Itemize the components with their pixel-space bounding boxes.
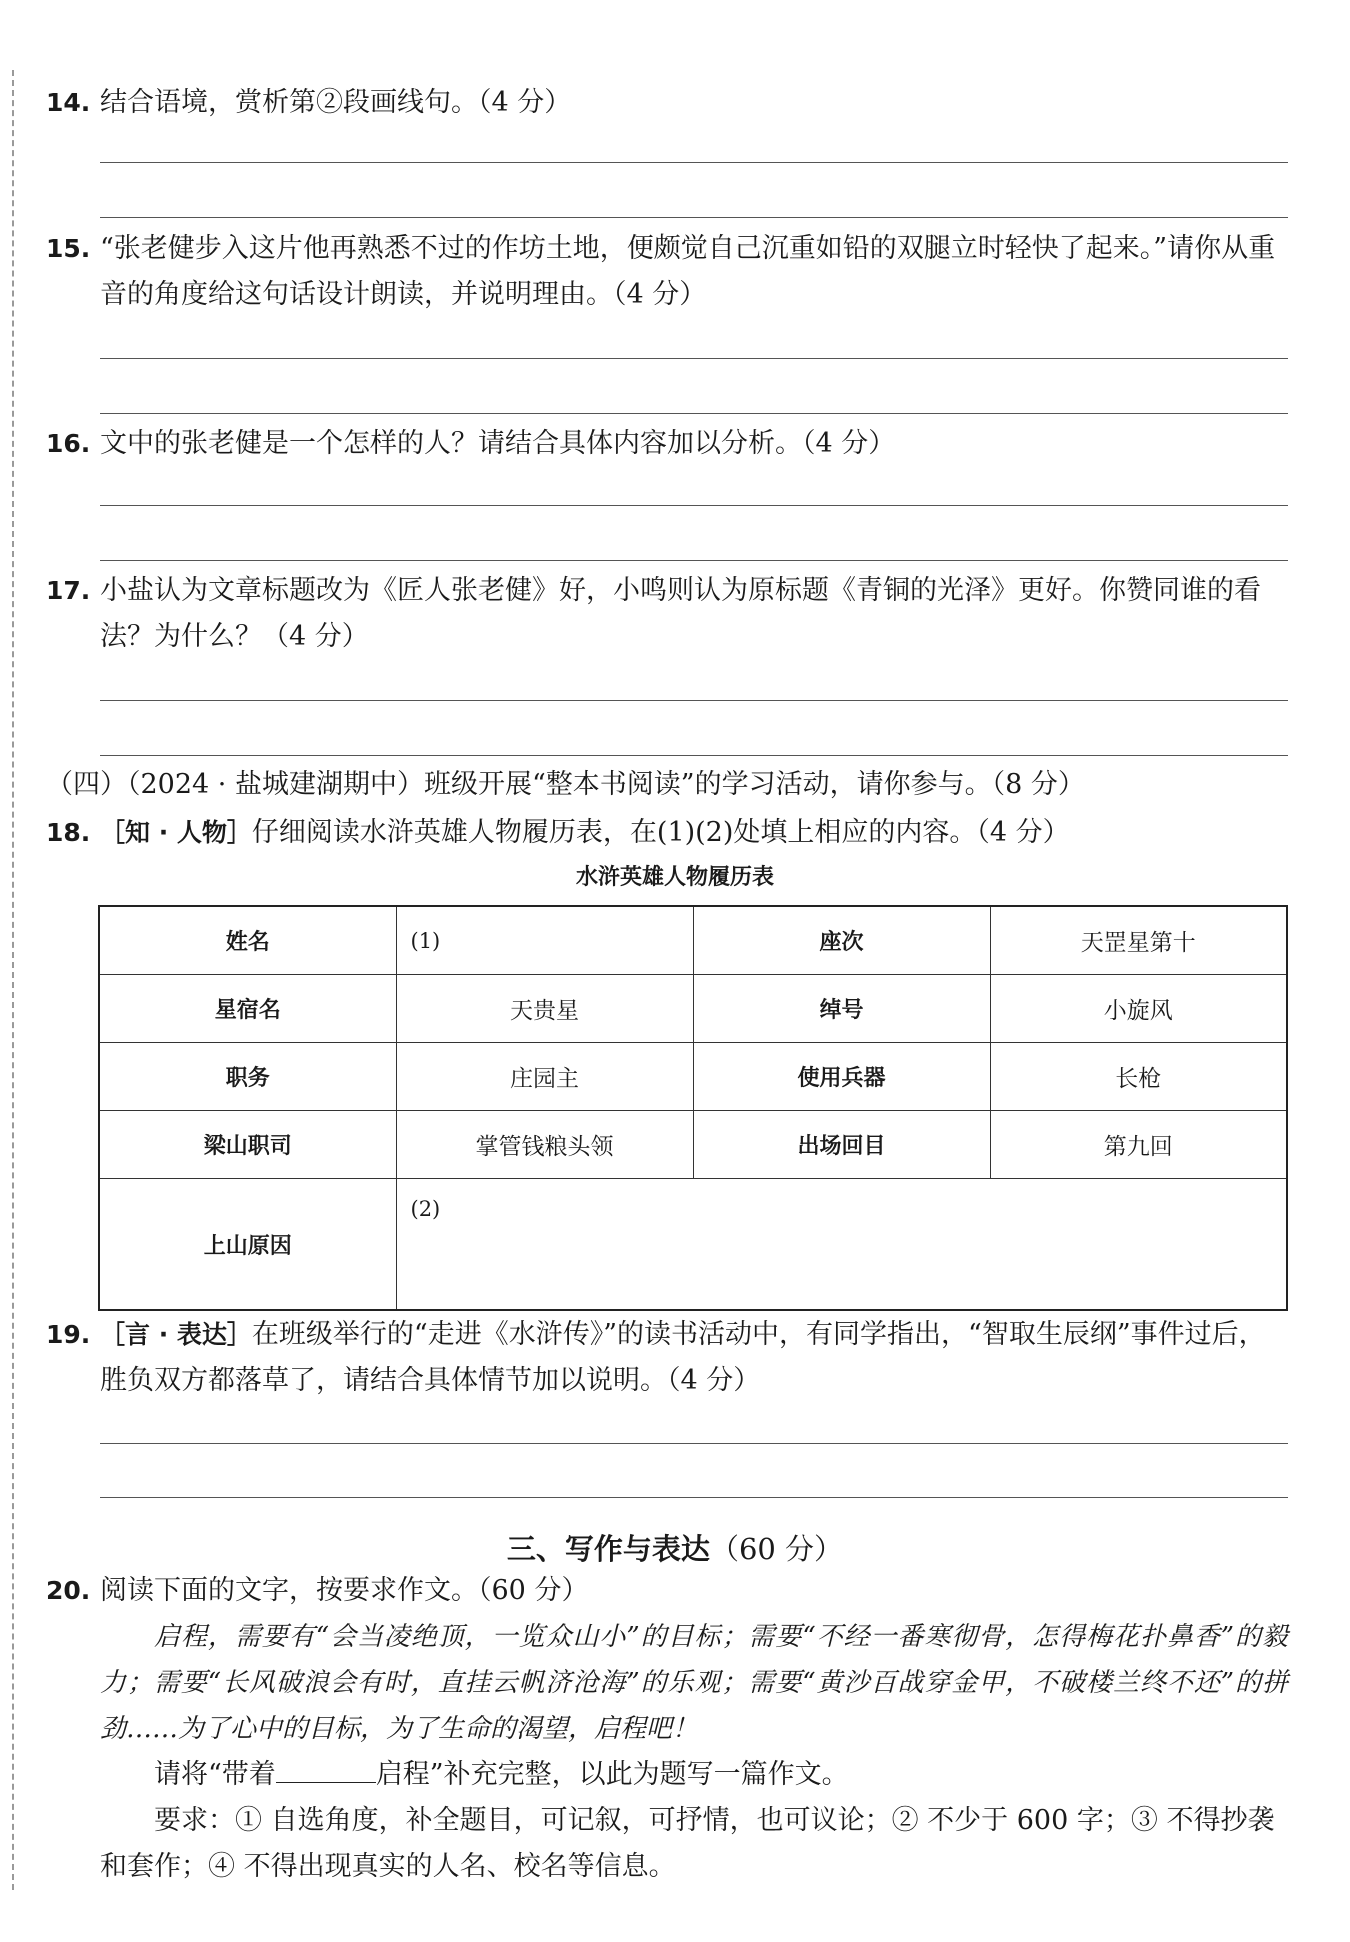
question-19: [46, 1312, 1286, 1404]
answer-line[interactable]: [100, 413, 1288, 414]
answer-line[interactable]: [100, 700, 1288, 701]
instruction-text: 启程”补充完整，以此为题写一篇作文。: [375, 1759, 849, 1790]
table-row: [99, 1111, 1287, 1179]
question-tag: ［言 · 表达］: [100, 1320, 252, 1349]
section-4-intro: （四）（2024 · 盐城建湖期中）班级开展“整本书阅读”的学习活动，请你参与。（8 分）: [46, 769, 1085, 800]
question-text: “张老健步入这片他再熟悉不过的作坊土地，便颇觉自己沉重如铅的双腿立时轻快了起来。”请你从重音的角度给这句话设计朗读，并说明理由。（4 分）: [100, 233, 1276, 310]
answer-line[interactable]: [100, 755, 1288, 756]
table-cell-label: 座次: [693, 906, 990, 975]
answer-line[interactable]: [100, 560, 1288, 561]
table-cell-label: 职务: [99, 1043, 396, 1111]
question-number: 15.: [46, 234, 91, 263]
table-cell-value: 第九回: [990, 1111, 1287, 1179]
instruction-text: 请将“带着: [154, 1759, 276, 1790]
essay-title-instruction: [100, 1752, 1288, 1798]
fill-blank-cell[interactable]: (2): [396, 1179, 1287, 1311]
section-score: （60 分）: [709, 1532, 844, 1566]
table-cell-label: 星宿名: [99, 975, 396, 1043]
essay-prompt-passage: 启程，需要有“会当凌绝顶，一览众山小”的目标；需要“不经一番寒彻骨，怎得梅花扑鼻香”的毅力；需要“长风破浪会有时，直挂云帆济沧海”的乐观；需要“黄沙百战穿金甲，不破楼兰终不还”的拼劲……为了心中的目标，为了生命的渴望，启程吧！: [100, 1622, 1288, 1744]
question-number: 14.: [46, 88, 91, 117]
fill-blank-cell[interactable]: (1): [396, 906, 693, 975]
answer-line[interactable]: [100, 358, 1288, 359]
table-cell-value: 庄园主: [396, 1043, 693, 1111]
question-number: 18.: [46, 818, 91, 847]
table-cell-label: 绰号: [693, 975, 990, 1043]
question-number: 19.: [46, 1320, 91, 1349]
question-15: [46, 226, 1286, 318]
table-row: [99, 1043, 1287, 1111]
question-text: [100, 810, 1286, 856]
question-text: 文中的张老健是一个怎样的人？请结合具体内容加以分析。（4 分）: [100, 428, 896, 459]
answer-line[interactable]: [100, 1497, 1288, 1498]
question-text: 结合语境，赏析第②段画线句。（4 分）: [100, 87, 572, 118]
table-cell-label: 使用兵器: [693, 1043, 990, 1111]
table-cell-label: 出场回目: [693, 1111, 990, 1179]
section-title: 三、写作与表达: [506, 1532, 710, 1566]
table-row: [99, 1179, 1287, 1311]
title-blank[interactable]: [276, 1754, 376, 1783]
table-row: [99, 975, 1287, 1043]
table-cell-value: 长枪: [990, 1043, 1287, 1111]
question-16: [46, 421, 1286, 467]
binding-margin-line: [12, 70, 14, 1890]
question-20: [46, 1568, 1286, 1614]
question-text: 小盐认为文章标题改为《匠人张老健》好，小鸣则认为原标题《青铜的光泽》更好。你赞同谁的看法？为什么？（4 分）: [100, 575, 1261, 652]
table-row: [99, 906, 1287, 975]
table-cell-value: 天罡星第十: [990, 906, 1287, 975]
answer-line[interactable]: [100, 162, 1288, 163]
table-cell-label: 梁山职司: [99, 1111, 396, 1179]
hero-resume-table: [98, 905, 1288, 1311]
essay-requirements: 要求：① 自选角度，补全题目，可记叙，可抒情，也可议论；② 不少于 600 字；③ 不得抄袭和套作；④ 不得出现真实的人名、校名等信息。: [100, 1805, 1275, 1882]
table-cell-value: 掌管钱粮头领: [396, 1111, 693, 1179]
question-tag: ［知 · 人物］: [100, 818, 252, 847]
answer-line[interactable]: [100, 1443, 1288, 1444]
table-cell-label: 上山原因: [99, 1179, 396, 1311]
question-17: [46, 568, 1286, 660]
question-text: [100, 1312, 1286, 1404]
question-number: 20.: [46, 1576, 91, 1605]
answer-line[interactable]: [100, 505, 1288, 506]
question-text-body: 在班级举行的“走进《水浒传》”的读书活动中，有同学指出，“智取生辰纲”事件过后，胜负双方都落草了，请结合具体情节加以说明。（4 分）: [100, 1319, 1266, 1396]
table-cell-label: 姓名: [99, 906, 396, 975]
table-cell-value: 天贵星: [396, 975, 693, 1043]
question-number: 16.: [46, 429, 91, 458]
question-14: [46, 80, 1286, 126]
question-text-body: 仔细阅读水浒英雄人物履历表，在(1)(2)处填上相应的内容。（4 分）: [251, 817, 1070, 848]
table-cell-value: 小旋风: [990, 975, 1287, 1043]
section-3-heading: [0, 1526, 1350, 1572]
question-18: [46, 810, 1286, 856]
answer-line[interactable]: [100, 217, 1288, 218]
question-number: 17.: [46, 576, 91, 605]
question-text: 阅读下面的文字，按要求作文。（60 分）: [100, 1575, 589, 1606]
table-title: 水浒英雄人物履历表: [575, 865, 774, 890]
